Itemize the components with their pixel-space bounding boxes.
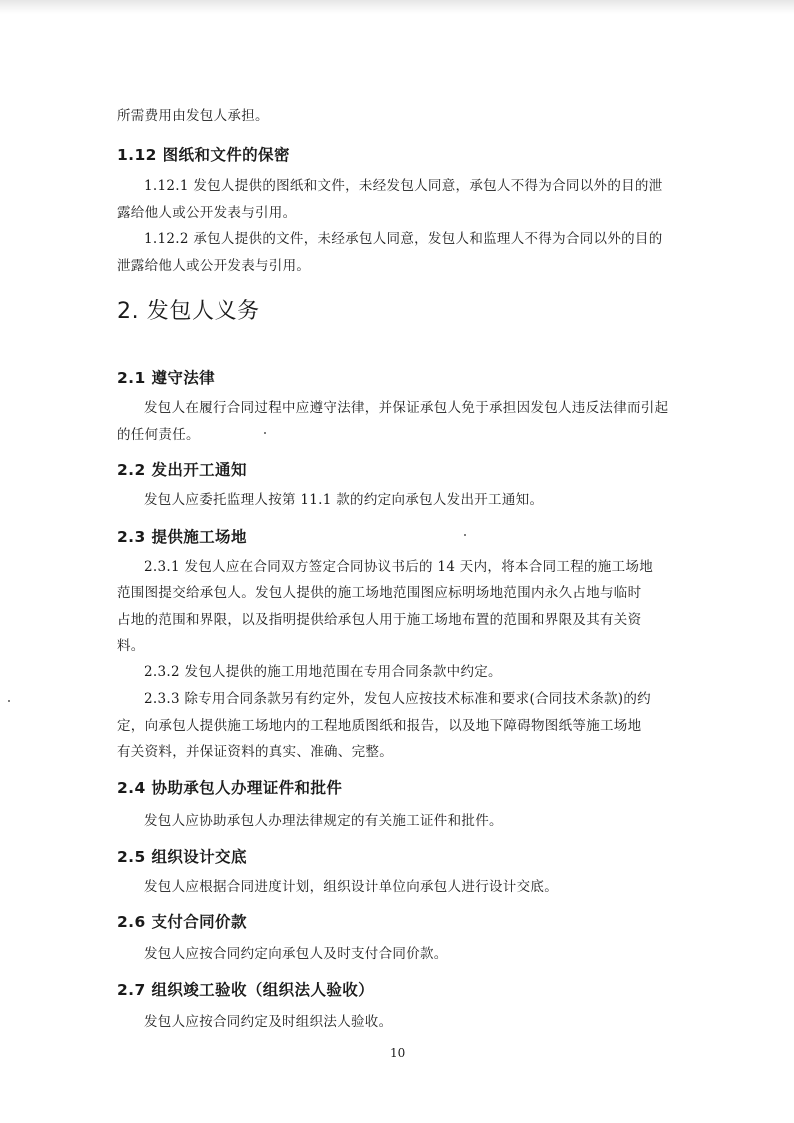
paragraph-line: 2.3.2 发包人提供的施工用地范围在专用合同条款中约定。 xyxy=(144,664,502,680)
paragraph-line: 发包人应按合同约定及时组织法人验收。 xyxy=(144,1014,393,1030)
paragraph-line: 发包人应委托监理人按第 11.1 款的约定向承包人发出开工通知。 xyxy=(144,492,544,508)
section-heading-1-12: 1.12 图纸和文件的保密 xyxy=(117,146,290,164)
paragraph-line: 露给他人或公开发表与引用。 xyxy=(117,205,297,221)
section-heading-2-2: 2.2 发出开工通知 xyxy=(117,461,247,479)
section-heading-2-1: 2.1 遵守法律 xyxy=(117,369,216,387)
section-heading-2-3: 2.3 提供施工场地 xyxy=(117,528,247,546)
section-heading-2-4: 2.4 协助承包人办理证件和批件 xyxy=(117,779,343,797)
paragraph-line: 所需费用由发包人承担。 xyxy=(117,108,269,124)
paragraph-line: 泄露给他人或公开发表与引用。 xyxy=(117,258,311,274)
paragraph-line: 2.3.1 发包人应在合同双方签定合同协议书后的 14 天内，将本合同工程的施工场地 xyxy=(144,559,654,575)
paragraph-line: 2.3.3 除专用合同条款另有约定外，发包人应按技术标准和要求(合同技术条款)的约 xyxy=(144,691,651,707)
paragraph-line: 发包人应根据合同进度计划，组织设计单位向承包人进行设计交底。 xyxy=(144,879,558,895)
paragraph-line: 发包人应协助承包人办理法律规定的有关施工证件和批件。 xyxy=(144,813,503,829)
paragraph-line: 发包人应按合同约定向承包人及时支付合同价款。 xyxy=(144,946,448,962)
paragraph-line: 料。 xyxy=(117,638,145,654)
paragraph-line: 的任何责任。 xyxy=(117,427,200,443)
scan-speck xyxy=(8,700,10,702)
paragraph-line: 占地的范围和界限，以及指明提供给承包人用于施工场地布置的范围和界限及其有关资 xyxy=(117,612,642,628)
paragraph-line: 1.12.2 承包人提供的文件，未经承包人同意，发包人和监理人不得为合同以外的目的 xyxy=(144,231,663,247)
section-heading-2-5: 2.5 组织设计交底 xyxy=(117,848,247,866)
paragraph-line: 定，向承包人提供施工场地内的工程地质图纸和报告，以及地下障碍物图纸等施工场地 xyxy=(117,718,642,734)
paragraph-line: 发包人在履行合同过程中应遵守法律，并保证承包人免于承担因发包人违反法律而引起 xyxy=(144,400,669,416)
section-heading-2-6: 2.6 支付合同价款 xyxy=(117,913,247,931)
paragraph-line: 有关资料，并保证资料的真实、准确、完整。 xyxy=(117,744,393,760)
scan-speck xyxy=(264,432,266,434)
paragraph-line: 1.12.1 发包人提供的图纸和文件，未经发包人同意，承包人不得为合同以外的目的泄 xyxy=(144,178,663,194)
page-number: 10 xyxy=(390,1046,406,1060)
scan-speck xyxy=(464,534,466,536)
paragraph-line: 范围图提交给承包人。发包人提供的施工场地范围图应标明场地范围内永久占地与临时 xyxy=(117,585,642,601)
section-heading-2-7: 2.7 组织竣工验收（组织法人验收） xyxy=(117,981,375,999)
chapter-heading-2: 2. 发包人义务 xyxy=(117,299,260,324)
